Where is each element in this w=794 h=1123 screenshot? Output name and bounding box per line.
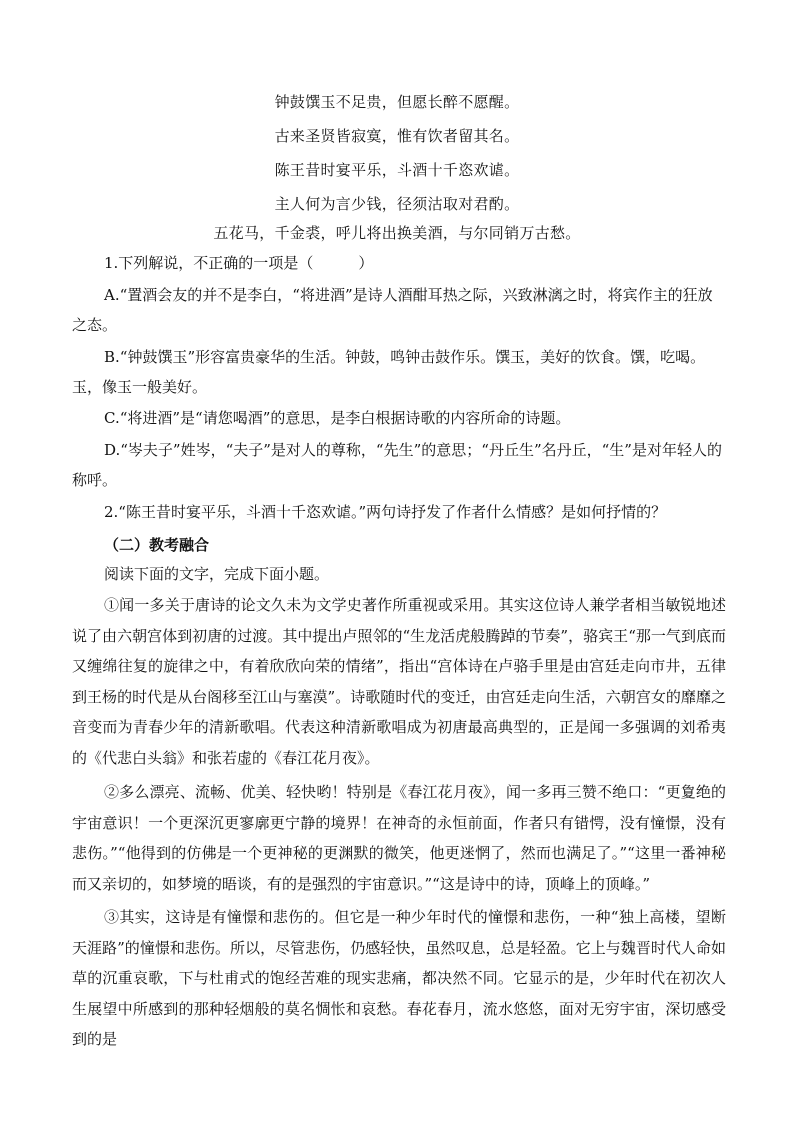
question-1-option-b: B.“钟鼓馔玉”形容富贵豪华的生活。钟鼓，鸣钟击鼓作乐。馔玉，美好的饮食。馔，吃喝。玉，像玉一般美好。: [72, 348, 706, 396]
question-1-option-d: D.“岑夫子”姓岑，“夫子”是对人的尊称，“先生”的意思；“丹丘生”名丹丘，“生”是对年轻人的称呼。: [72, 441, 722, 489]
reading-instruction: 阅读下面的文字，完成下面小题。: [104, 565, 330, 583]
question-1-stem: 1.下列解说，不正确的一项是（ ）: [104, 254, 374, 272]
poem-line: 钟鼓馔玉不足贵，但愿长醉不愿醒。: [274, 93, 520, 111]
paragraph-3: ③其实，这诗是有憧憬和悲伤的。但它是一种少年时代的憧憬和悲伤，一种“独上高楼，望断天涯路”的憧憬和悲伤。所以，尽管悲伤，仍感轻快，虽然叹息，总是轻盈。它上与魏晋时代人命如草的沉重哀歌，下与杜甫式的饱经苦难的现实悲痛，都决然不同。它显示的是，少年时代在初次人生展望中所感到的那种轻烟般的莫名惆怅和哀愁。春花春月，流水悠悠，面对无穷宇宙，深切感受到的是: [72, 908, 726, 1048]
question-1-option-a: A.“置酒会友的并不是李白，“将进酒”是诗人酒酣耳热之际，兴致淋漓之时，将宾作主的狂放之态。: [72, 286, 713, 334]
paragraph-2: ②多么漂亮、流畅、优美、轻快哟！特别是《春江花月夜》，闻一多再三赞不绝口：“更夐绝的宇宙意识！一个更深沉更寥廓更宁静的境界！在神奇的永恒前面，作者只有错愕，没有憧憬，没有悲伤。”“他得到的仿佛是一个更神秘的更渊默的微笑，他更迷惘了，然而也满足了。”“这里一番神秘而又亲切的，如梦境的晤谈，有的是强烈的宇宙意识。”“这是诗中的诗，顶峰上的顶峰。”: [72, 783, 726, 893]
question-2: 2.“陈王昔时宴平乐，斗酒十千恣欢谑。”两句诗抒发了作者什么情感？是如何抒情的？: [104, 503, 667, 521]
poem-line: 陈王昔时宴平乐，斗酒十千恣欢谑。: [274, 161, 520, 179]
poem-line: 主人何为言少钱，径须沽取对君酌。: [274, 195, 520, 213]
question-1-option-c: C.“将进酒”是“请您喝酒”的意思，是李白根据诗歌的内容所命的诗题。: [104, 409, 571, 427]
paragraph-1: ①闻一多关于唐诗的论文久未为文学史著作所重视或采用。其实这位诗人兼学者相当敏锐地述说了由六朝宫体到初唐的过渡。其中提出卢照邻的“生龙活虎般腾踔的节奏”，骆宾王“那一气到底而又缠绵往复的旋律之中，有着欣欣向荣的情绪”，指出“宫体诗在卢骆手里是由宫廷走向市井，五律到王杨的时代是从台阁移至江山与塞漠”。诗歌随时代的变迁，由宫廷走向生活，六朝宫女的靡靡之音变而为青春少年的清新歌唱。代表这种清新歌唱成为初唐最高典型的，正是闻一多强调的刘希夷的《代悲白头翁》和张若虚的《春江花月夜》。: [72, 596, 726, 767]
poem-line: 五花马，千金裘，呼儿将出换美酒，与尔同销万古愁。: [213, 224, 581, 242]
section-heading: （二）教考融合: [104, 536, 210, 554]
poem-line: 古来圣贤皆寂寞，惟有饮者留其名。: [274, 127, 520, 145]
